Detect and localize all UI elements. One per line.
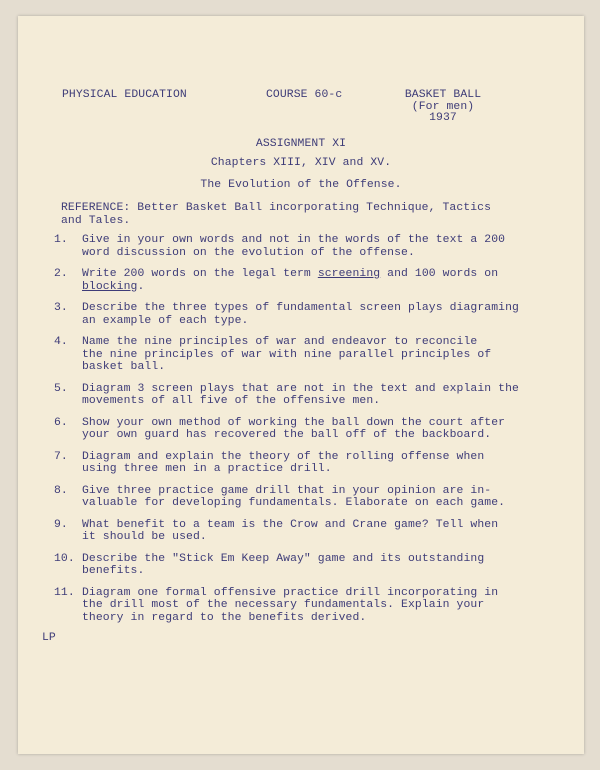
item-text-mid: and 100 words on xyxy=(387,268,499,280)
document-page xyxy=(18,16,584,754)
list-item xyxy=(54,519,544,544)
item-text: What benefit to a team is the Crow and Crane game? Tell when it should be used. xyxy=(82,518,499,543)
item-text: Describe the three types of fundamental screen plays diagraming an example of each type. xyxy=(82,302,519,327)
item-text: Describe the "Stick Em Keep Away" game and its outstanding benefits. xyxy=(82,552,485,577)
item-number: 6. xyxy=(54,416,68,429)
list-item xyxy=(54,587,544,625)
item-text: Diagram and explain the theory of the rolling offense when using three men in a practice drill. xyxy=(82,450,485,475)
item-number: 4. xyxy=(54,336,68,348)
assignment-title: ASSIGNMENT XI xyxy=(255,138,347,150)
item-text: Diagram 3 screen plays that are not in the text and explain the movements of all five of the offensive men. xyxy=(82,382,519,407)
course-heading: COURSE 60-c xyxy=(266,89,343,101)
item-text: Give three practice game drill that in your opinion are in- valuable for developing fundamentals. Elaborate on each game. xyxy=(82,484,506,509)
list-item xyxy=(54,268,544,293)
list-item xyxy=(54,417,544,442)
list-item xyxy=(54,485,544,510)
assignment-list xyxy=(54,234,544,633)
list-item xyxy=(54,383,544,408)
item-number: 10. xyxy=(54,552,75,565)
item-text xyxy=(82,268,544,293)
list-item xyxy=(54,336,544,374)
list-item xyxy=(54,553,544,578)
item-number: 7. xyxy=(54,450,68,463)
reference-label: REFERENCE: xyxy=(61,202,131,214)
item-text-post: . xyxy=(137,280,145,293)
assignment-topic: The Evolution of the Offense. xyxy=(200,179,402,191)
list-item xyxy=(54,302,544,327)
subject-line-1: BASKET BALL xyxy=(404,89,482,101)
list-item xyxy=(54,234,544,259)
item-number: 5. xyxy=(54,382,68,395)
typist-initials: LP xyxy=(42,632,56,644)
term-blocking: blocking xyxy=(82,280,138,293)
list-item xyxy=(54,451,544,476)
reference-text: Better Basket Ball incorporating Technique, Tactics and Tales. xyxy=(61,202,492,227)
item-number: 11. xyxy=(54,586,75,599)
item-text: Show your own method of working the ball down the court after your own guard has recovered the ball off of the backboard. xyxy=(82,416,506,441)
item-text: Diagram one formal offensive practice drill incorporating in the drill most of the necessary fundamentals. Explain your theory in regard to the benefits derived. xyxy=(82,586,499,624)
term-screening: screening xyxy=(317,268,381,280)
subject-year: 1937 xyxy=(429,112,457,124)
reference-block xyxy=(61,202,511,227)
item-number: 1. xyxy=(54,234,68,246)
item-number: 2. xyxy=(54,268,68,280)
assignment-chapters: Chapters XIII, XIV and XV. xyxy=(210,157,392,169)
department-heading: PHYSICAL EDUCATION xyxy=(62,89,187,101)
subject-line-2: (For men) xyxy=(411,100,475,113)
subject-heading xyxy=(403,90,483,125)
item-number: 9. xyxy=(54,518,68,531)
item-number: 3. xyxy=(54,302,68,314)
item-text-pre: Write 200 words on the legal term xyxy=(82,268,318,280)
item-text: Name the nine principles of war and endeavor to reconcile the nine principles of war with nine parallel principles of basket ball. xyxy=(82,336,492,373)
item-text: Give in your own words and not in the words of the text a 200 word discussion on the evolution of the offense. xyxy=(82,234,506,259)
item-number: 8. xyxy=(54,484,68,497)
